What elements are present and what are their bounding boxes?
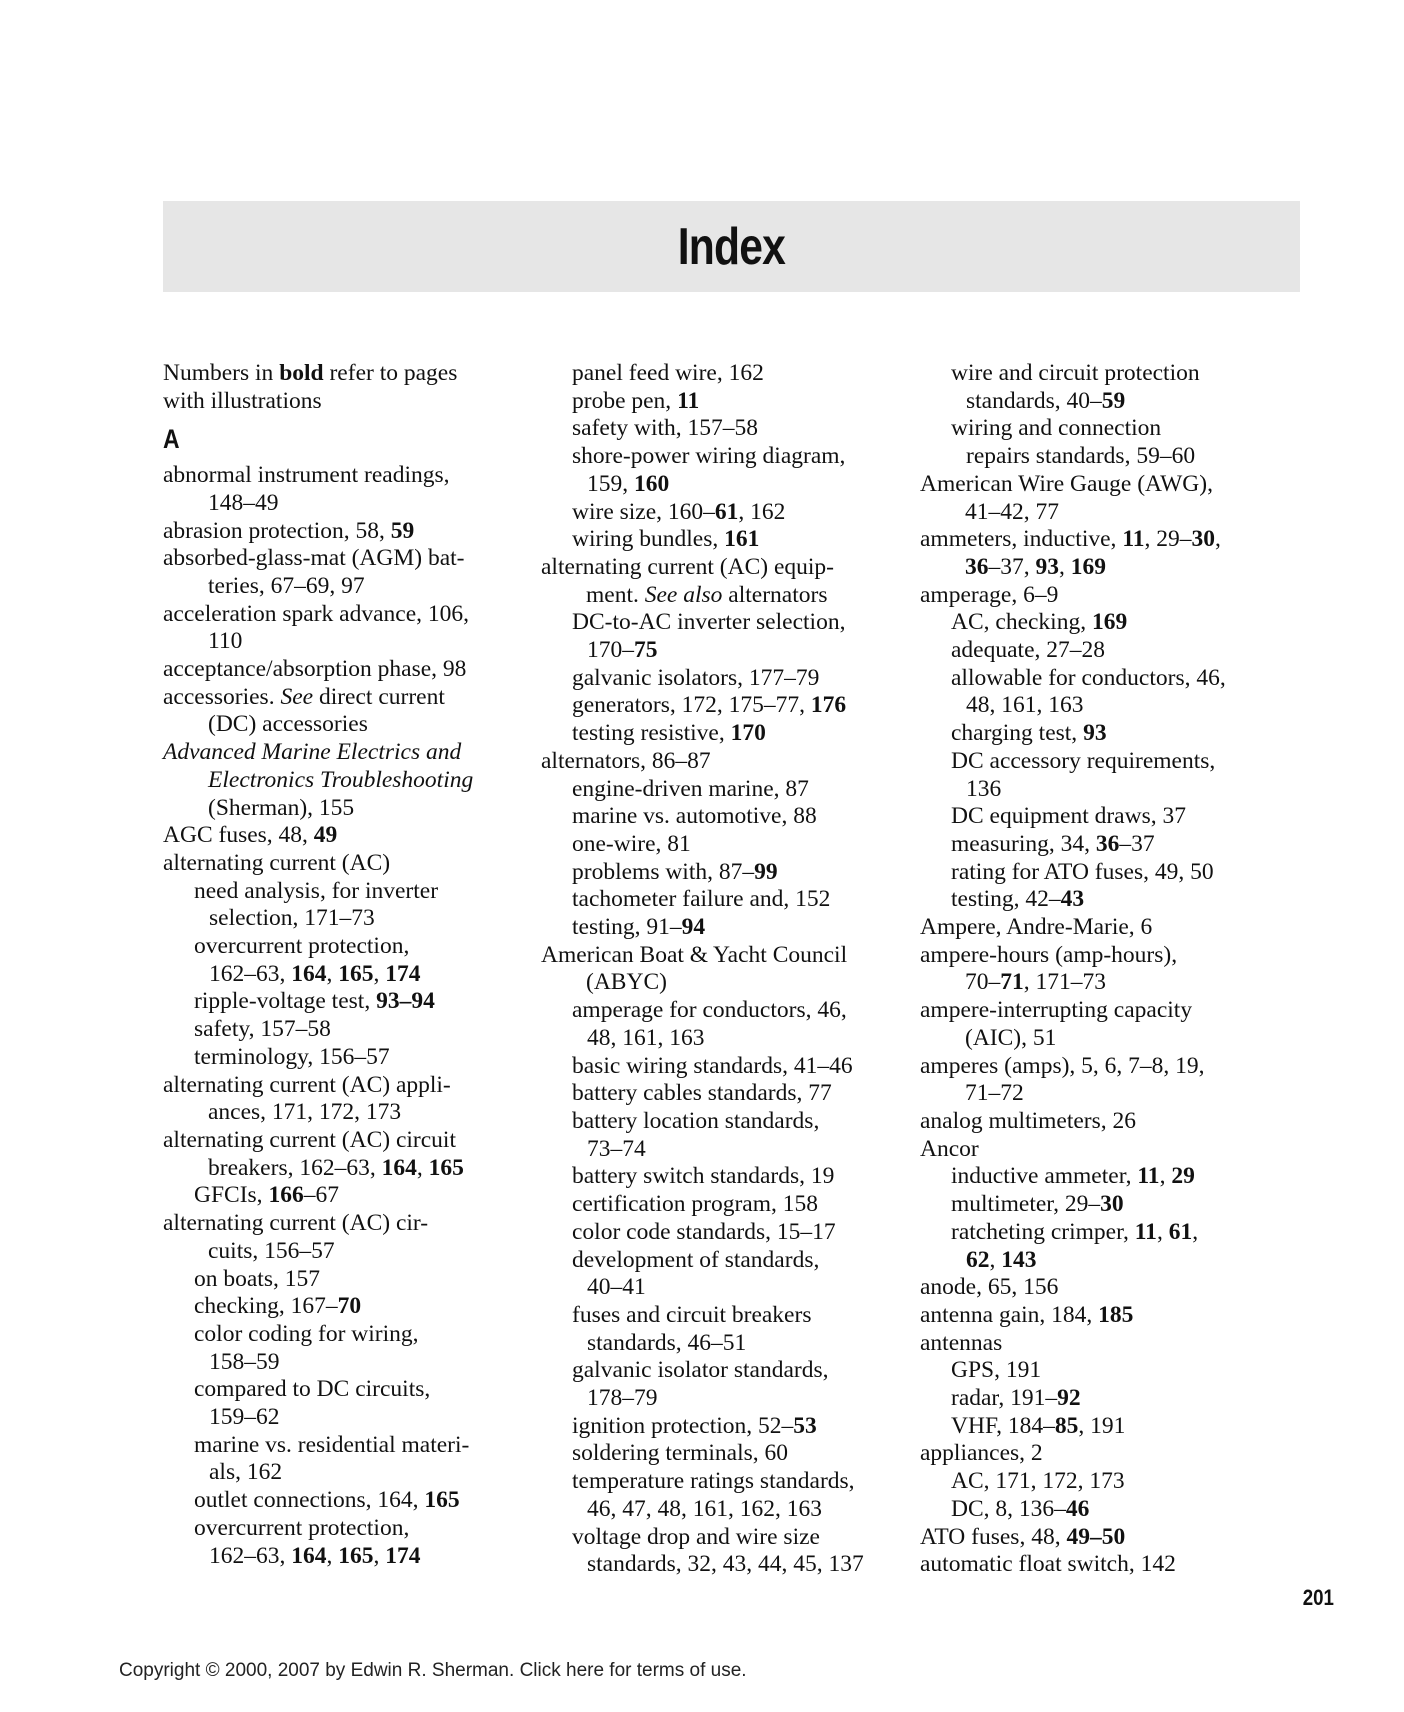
index-subentry: one-wire, 81 xyxy=(572,830,691,857)
index-subentry: panel feed wire, 162 xyxy=(572,360,764,386)
index-subentry: basic wiring standards, 41–46 xyxy=(572,1052,853,1079)
index-subentry: need analysis, for inverter selection, 171–73 xyxy=(194,877,439,932)
index-column-2 xyxy=(541,360,886,1579)
index-entry: American Wire Gauge (AWG), 41–42, 77 xyxy=(920,470,1213,525)
index-subentry: VHF, 184–85, 191 xyxy=(951,1412,1126,1439)
index-subentry: on boats, 157 xyxy=(194,1265,320,1292)
index-entry: acceptance/absorption phase, 98 xyxy=(163,656,467,683)
index-subentry: terminology, 156–57 xyxy=(194,1043,390,1070)
index-subentry: battery cables standards, 77 xyxy=(572,1080,832,1107)
index-entry: ammeters, inductive, 11, 29–30, 36–37, 93, 169 xyxy=(920,526,1221,580)
index-subentry: wiring and connection repairs standards, 59–60 xyxy=(951,415,1196,470)
column-entries xyxy=(163,462,503,1570)
index-entry: ampere-hours (amp-hours), 70–71, 171–73 xyxy=(920,941,1178,996)
index-subentry: GPS, 191 xyxy=(951,1357,1042,1384)
index-subentry: voltage drop and wire size standards, 32, 43, 44, 45, 137 xyxy=(572,1523,864,1578)
index-column-1 xyxy=(163,360,503,1570)
index-subentry: testing resistive, 170 xyxy=(572,720,766,747)
index-column-3 xyxy=(920,360,1265,1579)
index-subentry: ratcheting crimper, 11, 61, 62, 143 xyxy=(951,1218,1199,1273)
index-subentry: radar, 191–92 xyxy=(951,1385,1081,1412)
index-entry: accessories. See direct current (DC) accessories xyxy=(163,683,445,738)
copyright-footer xyxy=(119,1660,747,1682)
index-entry: abrasion protection, 58, 59 xyxy=(163,517,415,544)
index-subentry: checking, 167–70 xyxy=(194,1293,362,1320)
index-subentry: safety with, 157–58 xyxy=(572,415,759,442)
index-subentry: galvanic isolators, 177–79 xyxy=(572,664,820,691)
page-title: Index xyxy=(677,217,786,276)
index-subentry: tachometer failure and, 152 xyxy=(572,886,831,913)
index-subentry: allowable for conductors, 46, 48, 161, 163 xyxy=(951,664,1226,719)
terms-link[interactable]: Click here for terms of use. xyxy=(519,1660,747,1681)
index-subentry: charging test, 93 xyxy=(951,720,1107,747)
index-subentry: rating for ATO fuses, 49, 50 xyxy=(951,858,1214,885)
index-entry: amperes (amps), 5, 6, 7–8, 19, 71–72 xyxy=(920,1052,1205,1107)
index-entry: alternating current (AC) appli- ances, 171, 172, 173 xyxy=(163,1071,451,1126)
index-entry: analog multimeters, 26 xyxy=(920,1107,1137,1134)
index-subentry: wiring bundles, 161 xyxy=(572,526,760,553)
index-subentry: inductive ammeter, 11, 29 xyxy=(951,1163,1195,1190)
index-entry: Ancor xyxy=(920,1135,979,1162)
copyright-text: Copyright © 2000, 2007 by Edwin R. Sherman. xyxy=(119,1660,515,1681)
index-subentry: development of standards, 40–41 xyxy=(572,1246,820,1301)
index-entry: alternating current (AC) equip- ment. See also alternators xyxy=(541,553,834,608)
index-subentry: certification program, 158 xyxy=(572,1191,819,1218)
index-subentry: color code standards, 15–17 xyxy=(572,1218,836,1245)
index-subentry: GFCIs, 166–67 xyxy=(194,1182,339,1209)
index-note: Numbers in bold refer to pages xyxy=(163,360,458,386)
page-number: 201 xyxy=(1302,1585,1334,1610)
index-subentry: problems with, 87–99 xyxy=(572,858,778,885)
index-subentry: generators, 172, 175–77, 176 xyxy=(572,692,847,719)
index-subentry: marine vs. residential materi- als, 162 xyxy=(194,1431,470,1486)
index-entry: alternating current (AC) xyxy=(163,849,391,876)
index-entry: abnormal instrument readings, 148–49 xyxy=(163,462,450,516)
column-entries xyxy=(920,360,1265,1579)
index-entry: AGC fuses, 48, 49 xyxy=(163,822,338,849)
index-entry: appliances, 2 xyxy=(920,1440,1043,1467)
index-subentry: battery switch standards, 19 xyxy=(572,1163,835,1190)
index-subentry: battery location standards, 73–74 xyxy=(572,1107,820,1162)
index-entry: Advanced Marine Electrics and Electronics Troubleshooting (Sherman), 155 xyxy=(163,739,474,821)
index-subentry: wire size, 160–61, 162 xyxy=(572,498,786,525)
index-entry: ampere-interrupting capacity (AIC), 51 xyxy=(920,997,1193,1051)
index-subentry: galvanic isolator standards, 178–79 xyxy=(572,1357,829,1412)
index-entry: ATO fuses, 48, 49–50 xyxy=(920,1523,1126,1550)
index-subentry: AC, 171, 172, 173 xyxy=(951,1468,1125,1495)
index-subentry: DC, 8, 136–46 xyxy=(951,1495,1090,1522)
index-entry: anode, 65, 156 xyxy=(920,1274,1059,1301)
index-subentry: safety, 157–58 xyxy=(194,1016,331,1043)
index-subentry: marine vs. automotive, 88 xyxy=(572,803,817,830)
index-subentry: overcurrent protection, 162–63, 164, 165, 174 xyxy=(194,1514,421,1569)
index-subentry: outlet connections, 164, 165 xyxy=(194,1487,460,1514)
index-subentry: fuses and circuit breakers standards, 46–51 xyxy=(572,1301,812,1356)
index-subentry: DC accessory requirements, 136 xyxy=(951,747,1216,802)
index-subentry: compared to DC circuits, 159–62 xyxy=(194,1376,431,1431)
section-letter: A xyxy=(163,424,180,455)
index-subentry: wire and circuit protection standards, 40–59 xyxy=(951,360,1200,414)
index-subentry: testing, 42–43 xyxy=(951,886,1085,913)
index-subentry: AC, checking, 169 xyxy=(951,609,1128,636)
index-subentry: color coding for wiring, 158–59 xyxy=(194,1320,419,1375)
index-entry: alternating current (AC) cir- cuits, 156–57 xyxy=(163,1210,429,1264)
index-entry: absorbed-glass-mat (AGM) bat- teries, 67–69, 97 xyxy=(163,545,465,599)
index-subentry: probe pen, 11 xyxy=(572,387,700,414)
index-subentry: multimeter, 29–30 xyxy=(951,1191,1124,1218)
index-entry: alternators, 86–87 xyxy=(541,747,711,774)
index-subentry: amperage for conductors, 46, 48, 161, 163 xyxy=(572,997,847,1051)
index-entry: antenna gain, 184, 185 xyxy=(920,1301,1134,1328)
index-subentry: testing, 91–94 xyxy=(572,914,706,941)
index-subentry: temperature ratings standards, 46, 47, 48, 161, 162, 163 xyxy=(572,1468,855,1522)
index-entry: automatic float switch, 142 xyxy=(920,1551,1176,1578)
index-subentry: DC-to-AC inverter selection, 170–75 xyxy=(572,609,846,664)
index-note-line-2: with illustrations xyxy=(163,387,322,414)
index-subentry: DC equipment draws, 37 xyxy=(951,803,1186,830)
index-subentry: adequate, 27–28 xyxy=(951,637,1106,664)
index-subentry: ripple-voltage test, 93–94 xyxy=(194,988,435,1015)
index-entry: antennas xyxy=(920,1329,1003,1356)
index-subentry: shore-power wiring diagram, 159, 160 xyxy=(572,443,846,497)
title-banner xyxy=(163,201,1300,292)
index-entry: amperage, 6–9 xyxy=(920,581,1059,608)
index-entry: American Boat & Yacht Council (ABYC) xyxy=(541,941,848,996)
index-entry: alternating current (AC) circuit breakers, 162–63, 164, 165 xyxy=(163,1126,464,1181)
index-subentry: engine-driven marine, 87 xyxy=(572,775,809,802)
index-subentry: ignition protection, 52–53 xyxy=(572,1412,817,1439)
index-entry: Ampere, Andre-Marie, 6 xyxy=(920,914,1153,941)
index-subentry: soldering terminals, 60 xyxy=(572,1440,789,1467)
index-subentry: overcurrent protection, 162–63, 164, 165, 174 xyxy=(194,933,421,987)
index-subentry: measuring, 34, 36–37 xyxy=(951,830,1155,857)
column-entries xyxy=(541,360,886,1579)
index-entry: acceleration spark advance, 106, 110 xyxy=(163,600,469,655)
